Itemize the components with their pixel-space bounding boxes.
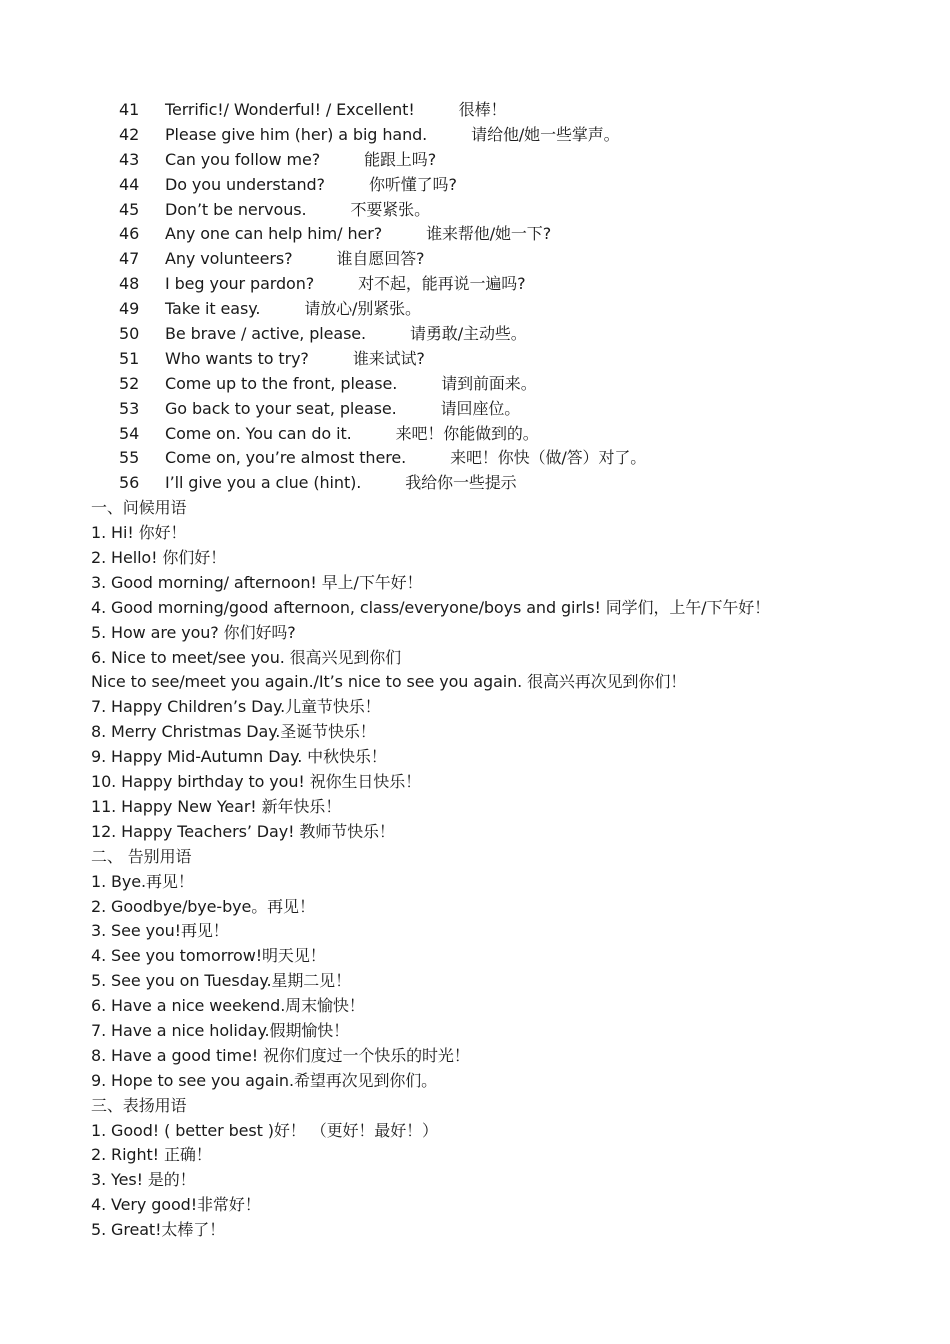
phrase-english: Come up to the front, please. <box>165 373 398 393</box>
phrase-line: 11. Happy New Year! 新年快乐！ <box>91 796 342 816</box>
phrase-chinese: 谁来试试? <box>352 348 425 368</box>
phrase-line: Nice to see/meet you again./It’s nice to see you again. 很高兴再次见到你们！ <box>91 672 687 692</box>
phrase-chinese: 来吧！你能做到的。 <box>395 423 539 443</box>
phrase-line: 3. Yes! 是的！ <box>91 1170 196 1190</box>
phrase-english: Come on. You can do it. <box>165 423 352 443</box>
phrase-line: 7. Have a nice holiday.假期愉快！ <box>91 1020 350 1040</box>
phrase-number: 43 <box>119 149 140 169</box>
phrase-number: 41 <box>119 100 140 119</box>
numbered-phrase-row <box>0 297 950 322</box>
phrase-line: 6. Nice to meet/see you. 很高兴见到你们 <box>91 647 402 667</box>
numbered-phrase-row <box>0 98 950 123</box>
numbered-phrase-row <box>0 422 950 447</box>
phrase-number: 45 <box>119 199 140 219</box>
phrase-english: Do you understand? <box>165 174 325 194</box>
phrase-chinese: 你听懂了吗? <box>368 174 457 194</box>
phrase-line: 6. Have a nice weekend.周末愉快！ <box>91 996 365 1016</box>
phrase-line: 12. Happy Teachers’ Day! 教师节快乐！ <box>91 821 395 841</box>
phrase-english: Please give him (her) a big hand. <box>165 124 428 144</box>
phrase-line: 4. See you tomorrow!明天见！ <box>91 946 326 966</box>
phrase-line: 7. Happy Children’s Day.儿童节快乐！ <box>91 697 381 717</box>
phrase-line: 1. Hi! 你好！ <box>91 523 187 543</box>
phrase-number: 50 <box>119 324 140 344</box>
phrase-number: 53 <box>119 398 140 418</box>
phrase-chinese: 对不起，能再说一遍吗? <box>358 274 526 294</box>
phrase-sections <box>0 496 950 1243</box>
phrase-number: 51 <box>119 348 140 368</box>
numbered-phrase-row <box>0 397 950 422</box>
phrase-english: Any one can help him/ her? <box>165 224 383 244</box>
phrase-number: 47 <box>119 249 140 269</box>
phrase-chinese: 能跟上吗? <box>364 149 437 169</box>
phrase-line: 9. Happy Mid-Autumn Day. 中秋快乐！ <box>91 747 387 767</box>
phrase-number: 48 <box>119 274 140 294</box>
numbered-phrase-row <box>0 471 950 496</box>
phrase-number: 52 <box>119 373 140 393</box>
phrase-line: 8. Have a good time! 祝你们度过一个快乐的时光！ <box>91 1045 470 1065</box>
phrase-chinese: 谁自愿回答? <box>336 249 425 269</box>
phrase-english: Who wants to try? <box>165 348 309 368</box>
phrase-number: 56 <box>119 473 140 493</box>
phrase-chinese: 我给你一些提示 <box>405 473 517 493</box>
phrase-chinese: 请勇敢/主动些。 <box>410 324 527 344</box>
phrase-number: 42 <box>119 124 140 144</box>
phrase-english: Any volunteers? <box>165 249 293 269</box>
phrase-chinese: 请回座位。 <box>440 398 521 418</box>
phrase-english: I’ll give you a clue (hint). <box>165 473 362 493</box>
phrase-chinese: 不要紧张。 <box>350 199 430 219</box>
document-page <box>0 98 950 1243</box>
phrase-english: Go back to your seat, please. <box>165 398 397 418</box>
numbered-phrase-row <box>0 148 950 173</box>
section-heading: 一、问候用语 <box>91 498 187 518</box>
numbered-phrase-row <box>0 322 950 347</box>
phrase-chinese: 谁来帮他/她一下? <box>426 224 552 244</box>
phrase-line: 3. Good morning/ afternoon! 早上/下午好！ <box>91 572 423 592</box>
phrase-line: 10. Happy birthday to you! 祝你生日快乐！ <box>91 772 421 792</box>
numbered-phrase-row <box>0 446 950 471</box>
numbered-phrase-row <box>0 198 950 223</box>
phrase-line: 2. Goodbye/bye-bye。再见！ <box>91 896 315 916</box>
phrase-line: 1. Good! ( better best )好！ （更好！最好！） <box>91 1120 438 1140</box>
phrase-line: 5. Great!太棒了！ <box>91 1220 226 1240</box>
phrase-number: 55 <box>119 448 140 468</box>
phrase-chinese: 很棒！ <box>458 100 507 119</box>
numbered-phrase-row <box>0 347 950 372</box>
numbered-phrase-list <box>0 98 950 496</box>
numbered-phrase-row <box>0 272 950 297</box>
phrase-line: 4. Good morning/good afternoon, class/everyone/boys and girls! 同学们，上午/下午好！ <box>91 597 771 617</box>
phrase-line: 8. Merry Christmas Day.圣诞节快乐！ <box>91 722 376 742</box>
phrase-line: 9. Hope to see you again.希望再次见到你们。 <box>91 1070 438 1090</box>
phrase-line: 2. Right! 正确！ <box>91 1145 212 1165</box>
phrase-line: 1. Bye.再见！ <box>91 871 194 891</box>
phrase-chinese: 来吧！你快（做/答）对了。 <box>450 448 647 468</box>
phrase-line: 5. See you on Tuesday.星期二见！ <box>91 971 351 991</box>
phrase-chinese: 请到前面来。 <box>441 373 537 393</box>
phrase-line: 5. How are you? 你们好吗? <box>91 622 296 642</box>
phrase-english: Take it easy. <box>165 299 261 319</box>
numbered-phrase-row <box>0 173 950 198</box>
section-heading: 三、表扬用语 <box>91 1095 187 1115</box>
numbered-phrase-row <box>0 123 950 148</box>
phrase-line: 4. Very good!非常好！ <box>91 1195 261 1215</box>
numbered-phrase-row <box>0 372 950 397</box>
phrase-chinese: 请给他/她一些掌声。 <box>471 124 620 144</box>
phrase-line: 2. Hello! 你们好！ <box>91 548 227 568</box>
phrase-english: I beg your pardon? <box>165 274 315 294</box>
phrase-english: Come on, you’re almost there. <box>165 448 407 468</box>
phrase-english: Be brave / active, please. <box>165 324 367 344</box>
phrase-number: 44 <box>119 174 140 194</box>
phrase-number: 54 <box>119 423 140 443</box>
phrase-chinese: 请放心/别紧张。 <box>304 299 421 319</box>
phrase-english: Don’t be nervous. <box>165 199 307 219</box>
phrase-english: Can you follow me? <box>165 149 321 169</box>
section-heading: 二、 告别用语 <box>91 846 192 866</box>
numbered-phrase-row <box>0 222 950 247</box>
phrase-line: 3. See you!再见！ <box>91 921 229 941</box>
numbered-phrase-row <box>0 247 950 272</box>
phrase-number: 49 <box>119 299 140 319</box>
phrase-number: 46 <box>119 224 140 244</box>
phrase-english: Terrific!/ Wonderful! / Excellent! <box>165 100 415 119</box>
